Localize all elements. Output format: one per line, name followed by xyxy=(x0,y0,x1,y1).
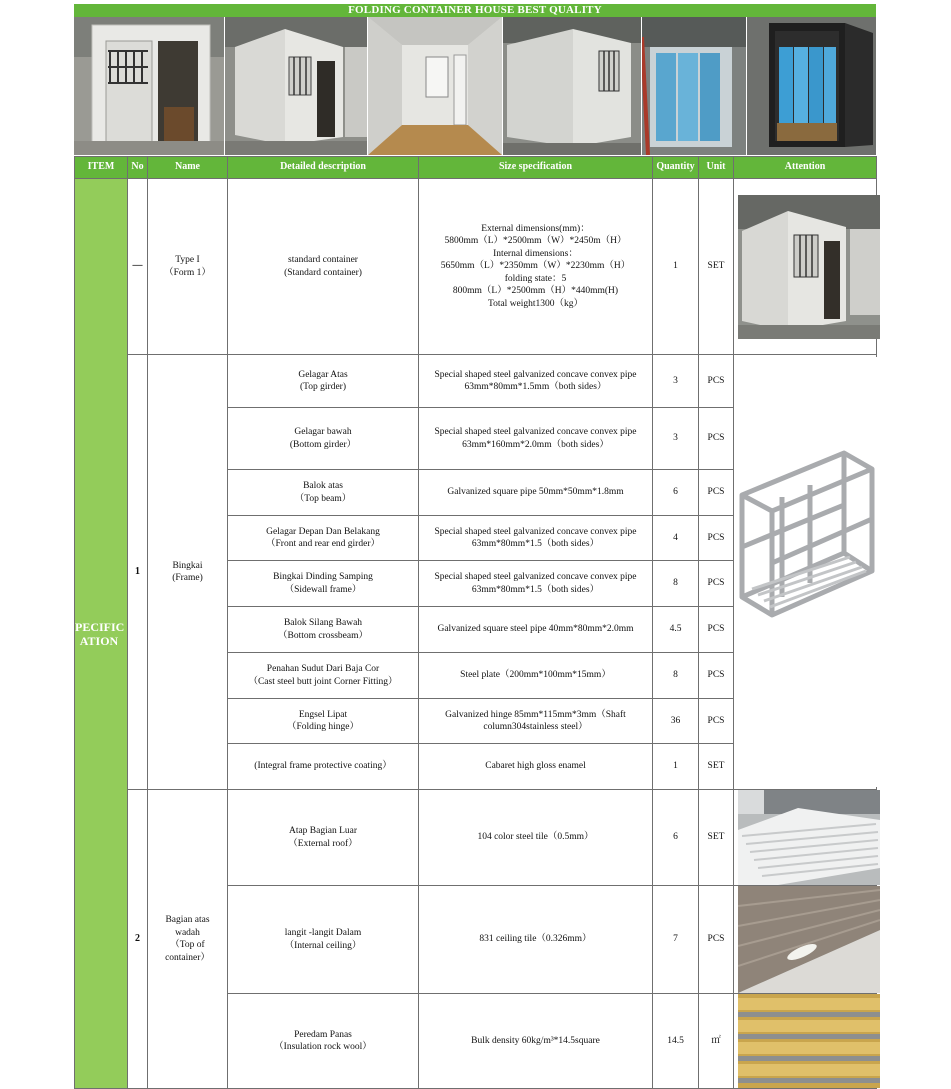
row-size: Steel plate（200mm*100mm*15mm） xyxy=(419,653,653,699)
row-description: langit -langit Dalam （Internal ceiling） xyxy=(228,886,419,994)
row-quantity: 14.5 xyxy=(653,994,699,1089)
attention-cell xyxy=(734,355,877,790)
row-size: External dimensions(mm)： 5800mm（L）*2500mm（W）*2450m（H） Internal dimensions： 5650mm（L）*2350mm（W）*2230mm（H） folding state：5 800mm（L）*2500mm（H）*440mm(H) Total weight1300（kg） xyxy=(419,179,653,355)
row-size: Special shaped steel galvanized concave convex pipe 63mm*160mm*2.0mm（both sides） xyxy=(419,408,653,470)
header-quantity: Quantity xyxy=(653,157,699,179)
row-unit: SET xyxy=(699,790,734,886)
row-size: Bulk density 60kg/m³*14.5square xyxy=(419,994,653,1089)
container-door-photo xyxy=(74,17,224,155)
row-description: Atap Bagian Luar （External roof） xyxy=(228,790,419,886)
row-size: 104 color steel tile（0.5mm） xyxy=(419,790,653,886)
row-quantity: 4 xyxy=(653,516,699,561)
attention-cell xyxy=(734,886,877,994)
row-size: Cabaret high gloss enamel xyxy=(419,744,653,790)
row-size: Galvanized hinge 85mm*115mm*3mm（Shaft column304stainless steel） xyxy=(419,699,653,744)
row-name: Type I （Form 1） xyxy=(148,179,228,355)
row-size: Special shaped steel galvanized concave convex pipe 63mm*80mm*1.5mm（both sides） xyxy=(419,355,653,408)
row-quantity: 3 xyxy=(653,408,699,470)
row-number: — xyxy=(128,179,148,355)
row-size: Galvanized square pipe 50mm*50mm*1.8mm xyxy=(419,470,653,516)
row-description: Gelagar Depan Dan Belakang （Front and rear end girder） xyxy=(228,516,419,561)
row-unit: PCS xyxy=(699,607,734,653)
item-category-cell xyxy=(75,179,128,1089)
header-no: No xyxy=(128,157,148,179)
row-quantity: 1 xyxy=(653,179,699,355)
row-unit: PCS xyxy=(699,886,734,994)
header-name: Name xyxy=(148,157,228,179)
row-number: 2 xyxy=(128,790,148,1089)
header-unit: Unit xyxy=(699,157,734,179)
row-quantity: 8 xyxy=(653,653,699,699)
row-size: 831 ceiling tile（0.326mm） xyxy=(419,886,653,994)
table-header-row xyxy=(75,157,877,179)
row-description: Peredam Panas （Insulation rock wool） xyxy=(228,994,419,1089)
row-description: Gelagar bawah (Bottom girder） xyxy=(228,408,419,470)
row-number: 1 xyxy=(128,355,148,790)
header-size: Size specification xyxy=(419,157,653,179)
row-description: Gelagar Atas (Top girder) xyxy=(228,355,419,408)
row-name: Bingkai (Frame) xyxy=(148,355,228,790)
shipping-container-photo xyxy=(747,17,876,155)
attention-cell xyxy=(734,179,877,355)
row-unit: SET xyxy=(699,179,734,355)
table-row xyxy=(75,355,877,408)
photo-strip xyxy=(74,17,876,155)
row-quantity: 7 xyxy=(653,886,699,994)
attention-cell xyxy=(734,790,877,886)
container-side-photo xyxy=(225,17,367,155)
row-unit: SET xyxy=(699,744,734,790)
header-attention: Attention xyxy=(734,157,877,179)
row-unit: ㎡ xyxy=(699,994,734,1089)
row-size: Special shaped steel galvanized concave convex pipe 63mm*80mm*1.5（both sides） xyxy=(419,561,653,607)
ceiling-photo xyxy=(738,886,880,993)
row-quantity: 36 xyxy=(653,699,699,744)
row-quantity: 1 xyxy=(653,744,699,790)
header-item: ITEM xyxy=(75,157,128,179)
row-description: (Integral frame protective coating） xyxy=(228,744,419,790)
spec-sheet xyxy=(74,4,876,1080)
row-unit: PCS xyxy=(699,653,734,699)
banner-title: FOLDING CONTAINER HOUSE BEST QUALITY xyxy=(74,4,876,17)
container-interior-photo xyxy=(368,17,502,155)
container-loading-photo xyxy=(642,17,746,155)
frame-illustration xyxy=(738,357,880,787)
row-quantity: 4.5 xyxy=(653,607,699,653)
row-unit: PCS xyxy=(699,470,734,516)
rock-wool-photo xyxy=(738,994,880,1088)
attention-cell xyxy=(734,994,877,1089)
specification-table xyxy=(74,156,877,1089)
row-description: Engsel Lipat （Folding hinge） xyxy=(228,699,419,744)
row-unit: PCS xyxy=(699,355,734,408)
row-unit: PCS xyxy=(699,516,734,561)
row-quantity: 8 xyxy=(653,561,699,607)
row-quantity: 3 xyxy=(653,355,699,408)
row-description: Bingkai Dinding Samping （Sidewall frame） xyxy=(228,561,419,607)
row-unit: PCS xyxy=(699,699,734,744)
row-size: Special shaped steel galvanized concave convex pipe 63mm*80mm*1.5（both sides） xyxy=(419,516,653,561)
row-description: Balok Silang Bawah （Bottom crossbeam） xyxy=(228,607,419,653)
table-row xyxy=(75,179,877,355)
row-size: Galvanized square steel pipe 40mm*80mm*2.0mm xyxy=(419,607,653,653)
row-quantity: 6 xyxy=(653,790,699,886)
row-unit: PCS xyxy=(699,561,734,607)
row-name: Bagian atas wadah （Top of container） xyxy=(148,790,228,1089)
roof-photo xyxy=(738,790,880,885)
container-photo xyxy=(738,195,880,339)
row-description: standard container (Standard container) xyxy=(228,179,419,355)
header-description: Detailed description xyxy=(228,157,419,179)
row-unit: PCS xyxy=(699,408,734,470)
table-row xyxy=(75,790,877,886)
row-description: Penahan Sudut Dari Baja Cor （Cast steel butt joint Corner Fitting） xyxy=(228,653,419,699)
item-category-label: PECIFIC ATION xyxy=(75,619,125,648)
container-corner-photo xyxy=(503,17,641,155)
row-description: Balok atas （Top beam） xyxy=(228,470,419,516)
row-quantity: 6 xyxy=(653,470,699,516)
